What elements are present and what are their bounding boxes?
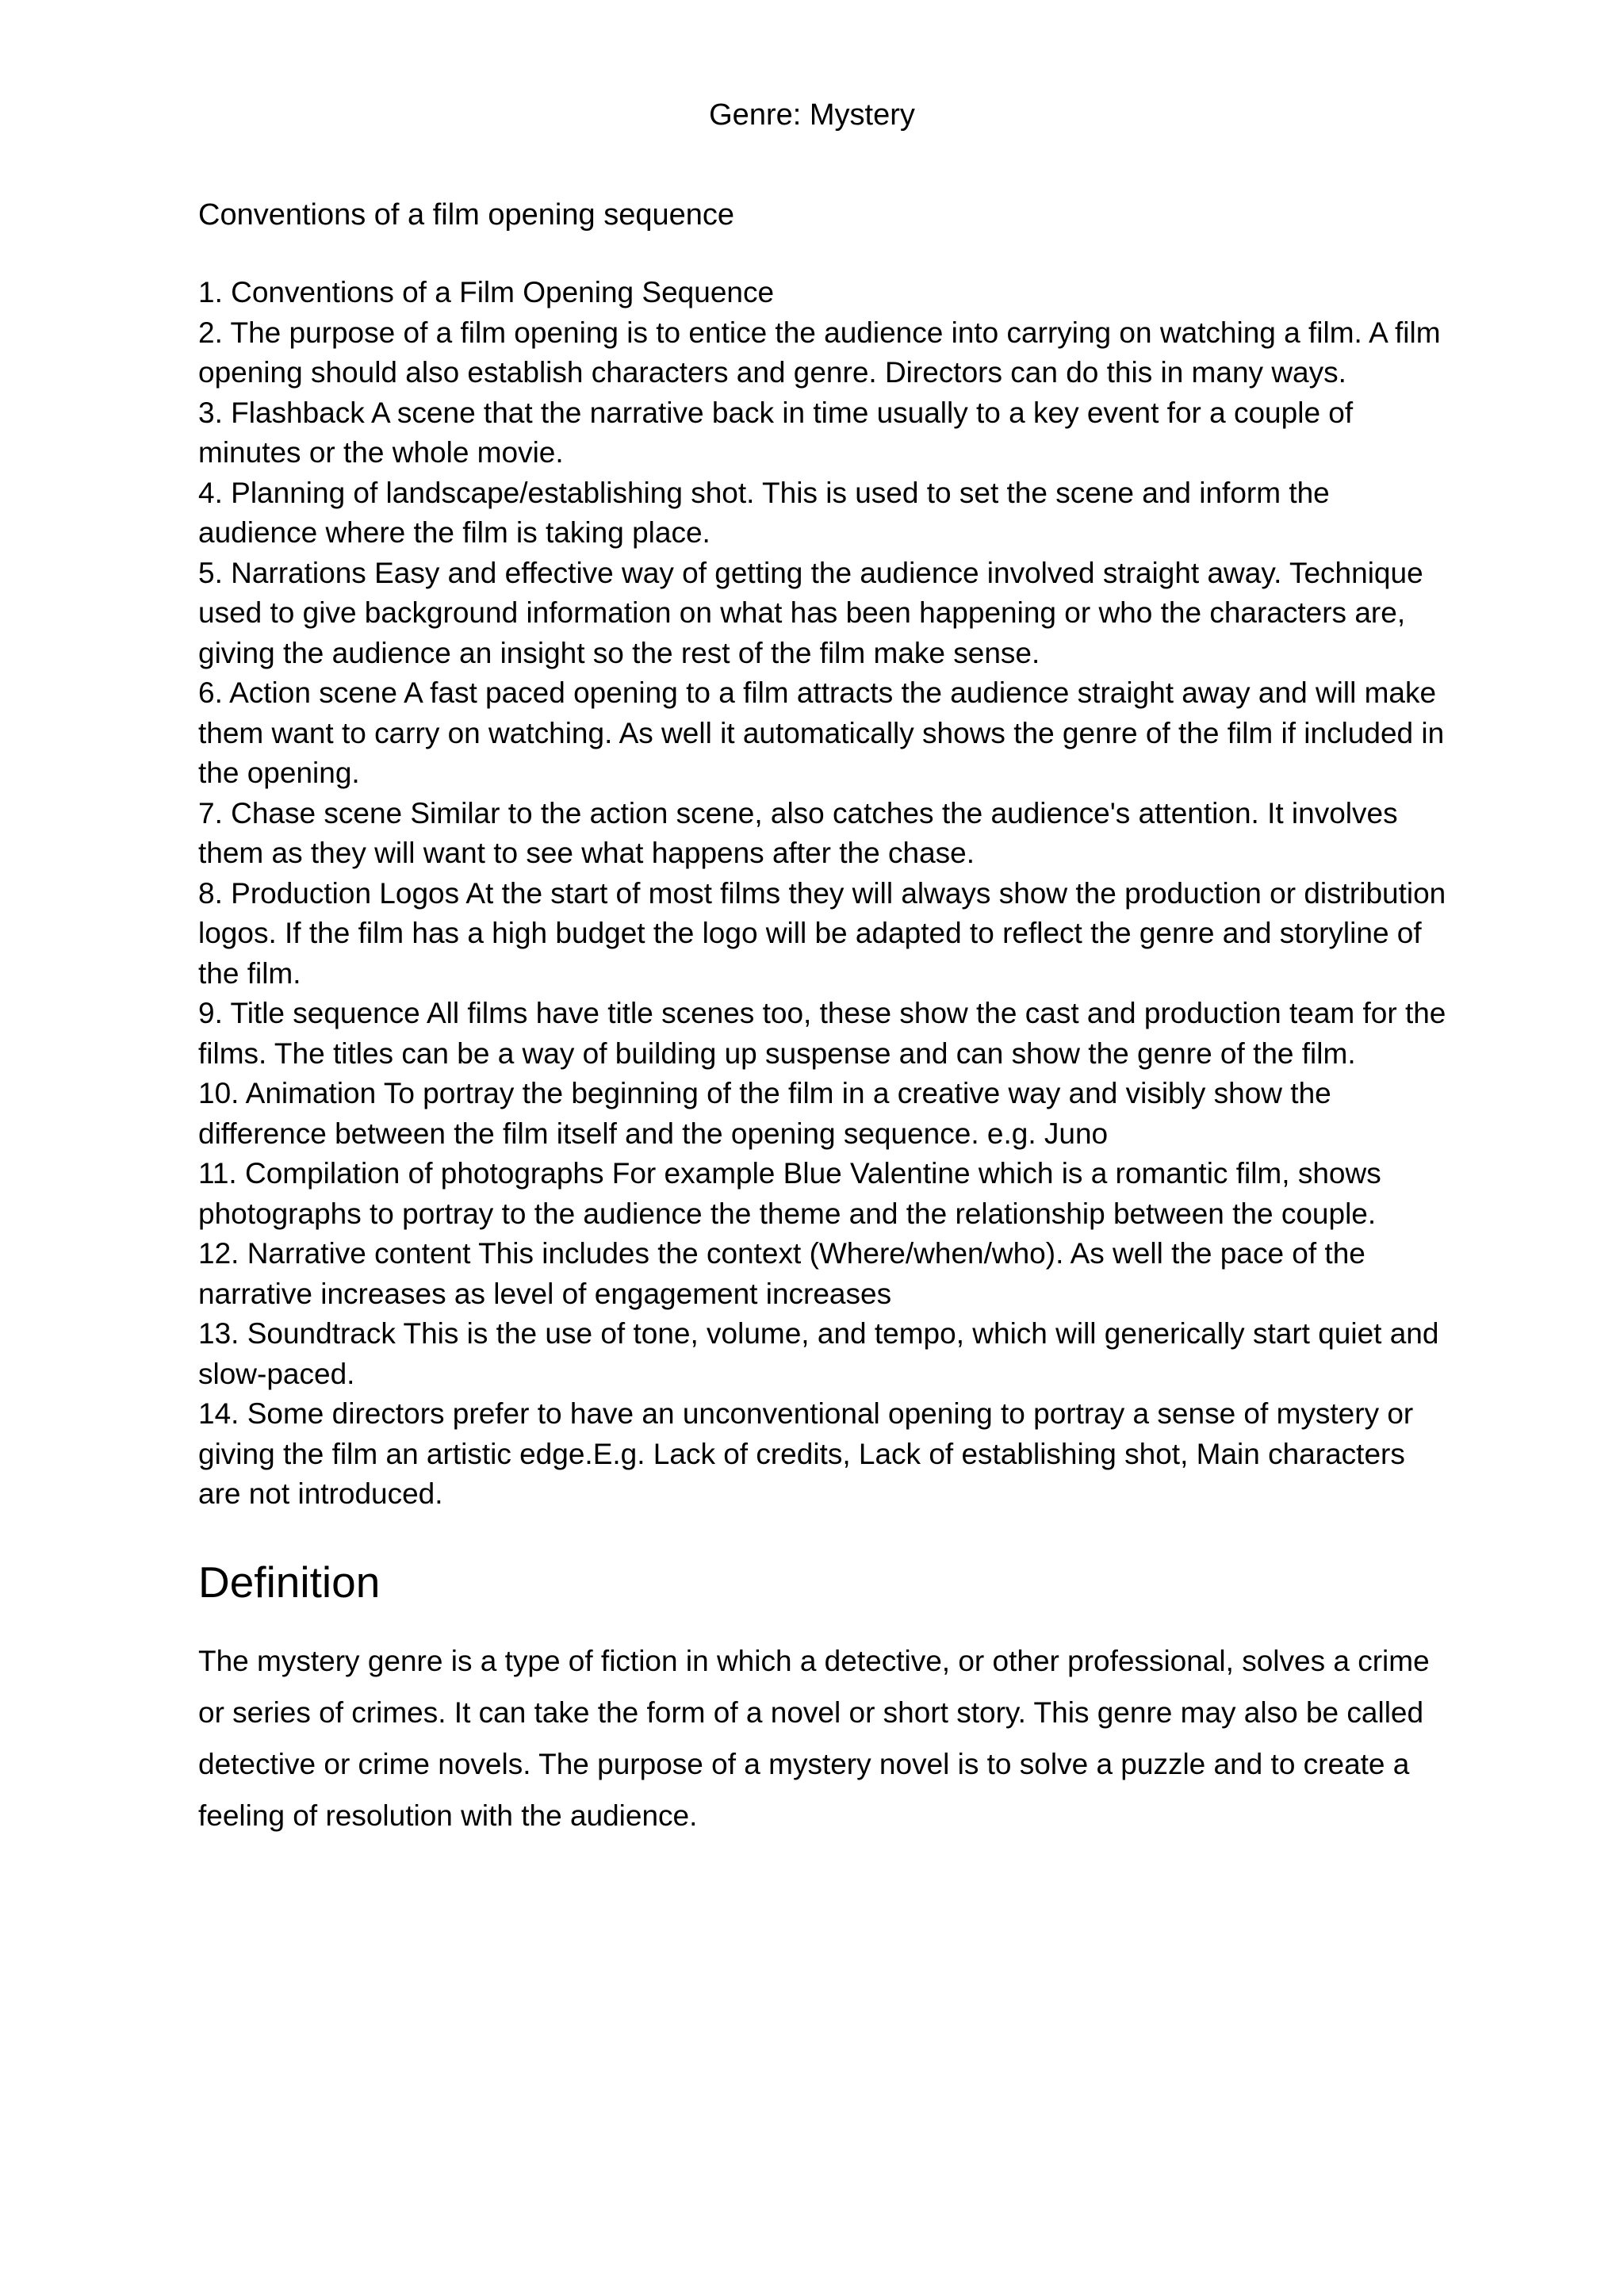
list-item: 14. Some directors prefer to have an unconventional opening to portray a sense of mystery or giving the film an artistic edge.E.g. Lack of credits, Lack of establishing shot, Main characters are not introduced. <box>198 1397 1414 1510</box>
genre-header: Genre: Mystery <box>709 98 915 132</box>
list-item: 5. Narrations Easy and effective way of getting the audience involved straight away. Technique used to give background information on what has been happening or who the characters are, giving the audience an insight so the rest of the film make sense. <box>198 556 1423 669</box>
list-item: 6. Action scene A fast paced opening to a film attracts the audience straight away and will make them want to carry on watching. As well it automatically shows the genre of the film if included in the opening. <box>198 676 1445 789</box>
list-item: 9. Title sequence All films have title scenes too, these show the cast and production team for the films. The titles can be a way of building up suspense and can show the genre of the film. <box>198 997 1446 1070</box>
list-item: 7. Chase scene Similar to the action scene, also catches the audience's attention. It involves them as they will want to see what happens after the chase. <box>198 796 1398 869</box>
list-item: 11. Compilation of photographs For example Blue Valentine which is a romantic film, shows photographs to portray to the audience the theme and the relationship between the couple. <box>198 1157 1381 1230</box>
definition-paragraph: The mystery genre is a type of fiction in which a detective, or other professional, solves a crime or series of crimes. It can take the form of a novel or short story. This genre may also be called detective or crime novels. The purpose of a mystery novel is to solve a puzzle and to create a feeling of resolution with the audience. <box>198 1644 1430 1832</box>
list-item: 12. Narrative content This includes the context (Where/when/who). As well the pace of the narrative increases as level of engagement increases <box>198 1237 1365 1310</box>
list-item: 3. Flashback A scene that the narrative back in time usually to a key event for a couple of minutes or the whole movie. <box>198 396 1354 469</box>
conventions-list <box>198 273 1451 1515</box>
definition-heading: Definition <box>198 1557 381 1607</box>
list-item: 1. Conventions of a Film Opening Sequence <box>198 276 775 308</box>
document-content <box>198 197 1451 1841</box>
list-item: 10. Animation To portray the beginning of the film in a creative way and visibly show the difference between the film itself and the opening sequence. e.g. Juno <box>198 1077 1331 1150</box>
list-item: 4. Planning of landscape/establishing shot. This is used to set the scene and inform the audience where the film is taking place. <box>198 476 1330 549</box>
list-item: 8. Production Logos At the start of most films they will always show the production or distribution logos. If the film has a high budget the logo will be adapted to reflect the genre and storyline of the film. <box>198 876 1446 990</box>
list-item: 13. Soundtrack This is the use of tone, volume, and tempo, which will generically start quiet and slow-paced. <box>198 1317 1439 1390</box>
section-title: Conventions of a film opening sequence <box>198 198 735 232</box>
list-item: 2. The purpose of a film opening is to entice the audience into carrying on watching a film. A film opening should also establish characters and genre. Directors can do this in many ways. <box>198 316 1441 389</box>
